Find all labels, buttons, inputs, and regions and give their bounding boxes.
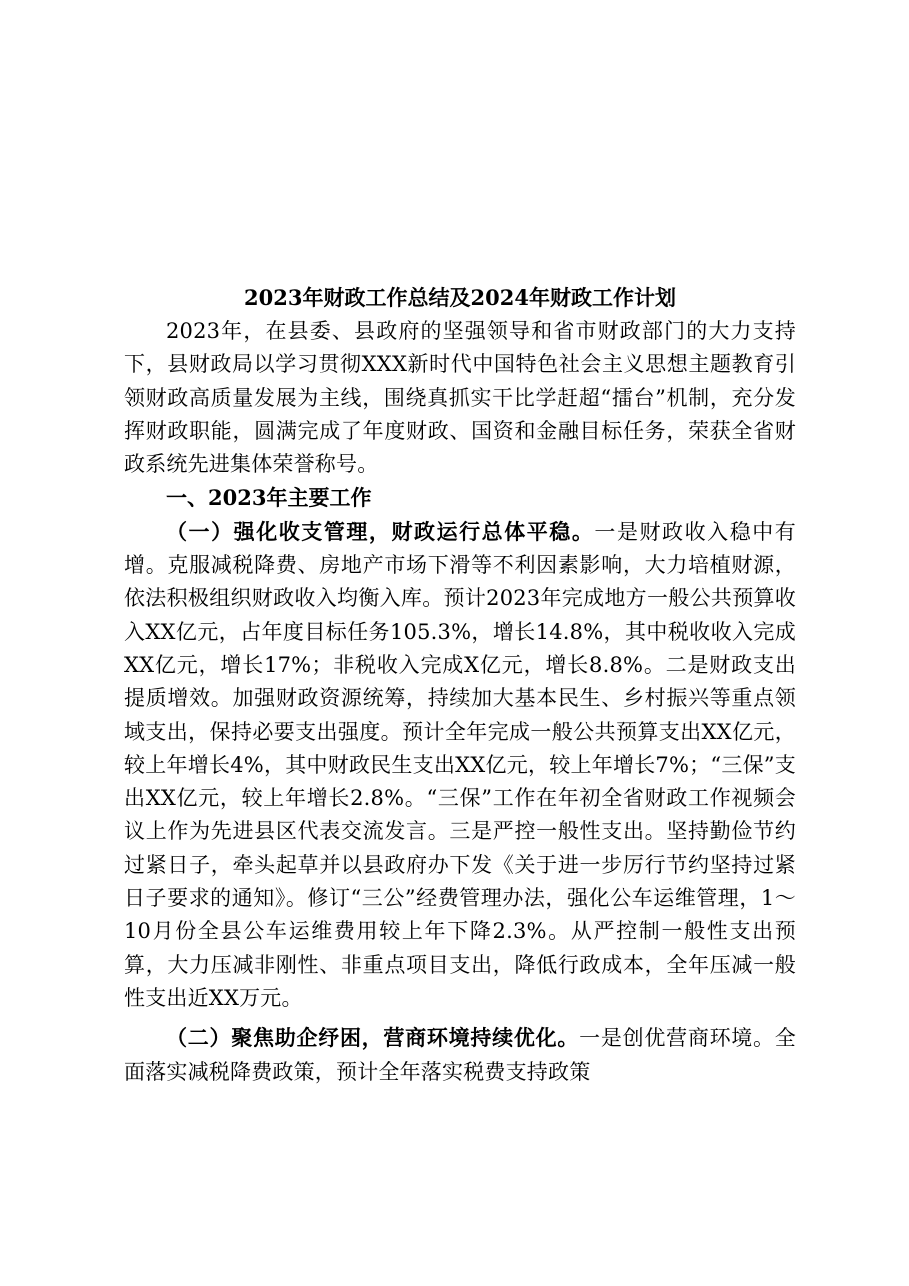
section-1-2-body: 一是创优营商环境。全面落实减税降费政策，预计全年落实税费支持政策 (124, 1026, 796, 1084)
section-1-1-body: 一是财政收入稳中有增。克服减税降费、房地产市场下滑等不利因素影响，大力培植财源，依法积极组织财政收入均衡入库。预计2023年完成地方一般公共预算收入XX亿元，占年度目标任务105.3%，增长14.8%，其中税收收入完成XX亿元，增长17%；非税收入完成X亿元，增长8.8%。二是财政支出提质增效。加强财政资源统筹，持续加大基本民生、乡村振兴等重点领域支出，保持必要支出强度。预计全年完成一般公共预算支出XX亿元，较上年增长4%，其中财政民生支出XX亿元，较上年增长7%；“三保”支出XX亿元，较上年增长2.8%。“三保”工作在年初全省财政工作视频会议上作为先进县区代表交流发言。三是严控一般性支出。坚持勤俭节约过紧日子，牵头起草并以县政府办下发《关于进一步厉行节约坚持过紧日子要求的通知》。修订“三公”经费管理办法，强化公车运维管理，1～10月份全县公车运维费用较上年下降2.3%。从严控制一般性支出预算，大力压减非刚性、非重点项目支出，降低行政成本，全年压减一般性支出近XX万元。 (124, 519, 796, 1010)
section-heading: 一、2023年主要工作 (166, 485, 372, 511)
document-body (124, 281, 796, 1089)
section-1-2-paragraph (124, 1021, 796, 1089)
section-1-1-paragraph (124, 515, 796, 1015)
section-1-2-lead: （二）聚焦助企纾困，营商环境持续优化。 (166, 1025, 580, 1051)
intro-paragraph: 2023年，在县委、县政府的坚强领导和省市财政部门的大力支持下，县财政局以学习贯彻XXX新时代中国特色社会主义思想主题教育引领财政高质量发展为主线，围绕真抓实干比学赶超“擂台”机制，充分发挥财政职能，圆满完成了年度财政、国资和金融目标任务，荣获全省财政系统先进集体荣誉称号。 (124, 319, 796, 477)
document-title: 2023年财政工作总结及2024年财政工作计划 (244, 285, 676, 310)
section-1-1-lead: （一）强化收支管理，财政运行总体平稳。 (166, 518, 595, 544)
